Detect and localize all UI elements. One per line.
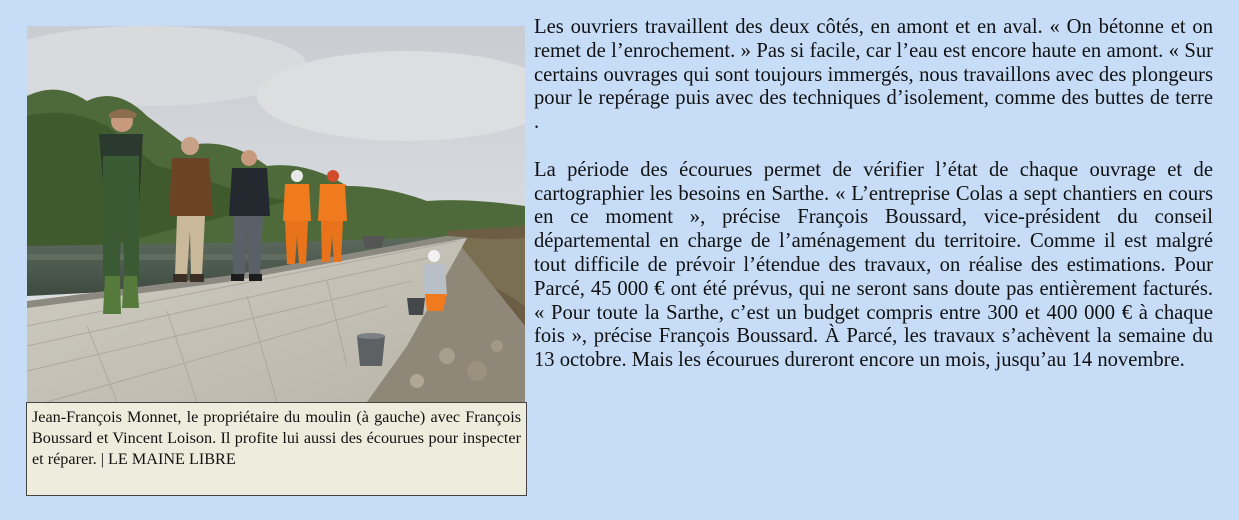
article-body xyxy=(534,16,1213,373)
construction-site-photo-icon xyxy=(27,26,525,402)
article-paragraph: La période des écourues permet de vérifier l’état de chaque ouvrage et de cartographier les besoins en Sarthe. « L’entreprise Colas a sept chantiers en cours en ce moment », précise François Boussard, vice-président du conseil départemental en charge de l’aménagement du territoire. Comme il est malgré tout difficile de prévoir l’étendue des travaux, on réalise des estimations. Pour Parcé, 45 000 € ont été prévus, qui ne seront sans doute pas entièrement facturés. « Pour toute la Sarthe, c’est un budget compris entre 300 et 400 000 € à chaque fois », précise François Boussard. À Parcé, les travaux s’achèvent la semaine du 13 octobre. Mais les écourues dureront encore un mois, jusqu’au 14 novembre. xyxy=(534,158,1213,372)
photo-caption: Jean-François Monnet, le propriétaire du moulin (à gauche) avec François Boussard et Vincent Loison. Il profite lui aussi des écourues pour inspecter et réparer. | LE MAINE LIBRE xyxy=(26,402,527,496)
article-photo xyxy=(27,26,525,402)
article-paragraph: Les ouvriers travaillent des deux côtés, en amont et en aval. « On bétonne et on remet de l’enrochement. » Pas si facile, car l’eau est encore haute en amont. « Sur certains ouvrages qui sont toujours immergés, nous travaillons avec des plongeurs pour le repérage puis avec des techniques d’isolement, comme des buttes de terre . xyxy=(534,16,1213,134)
